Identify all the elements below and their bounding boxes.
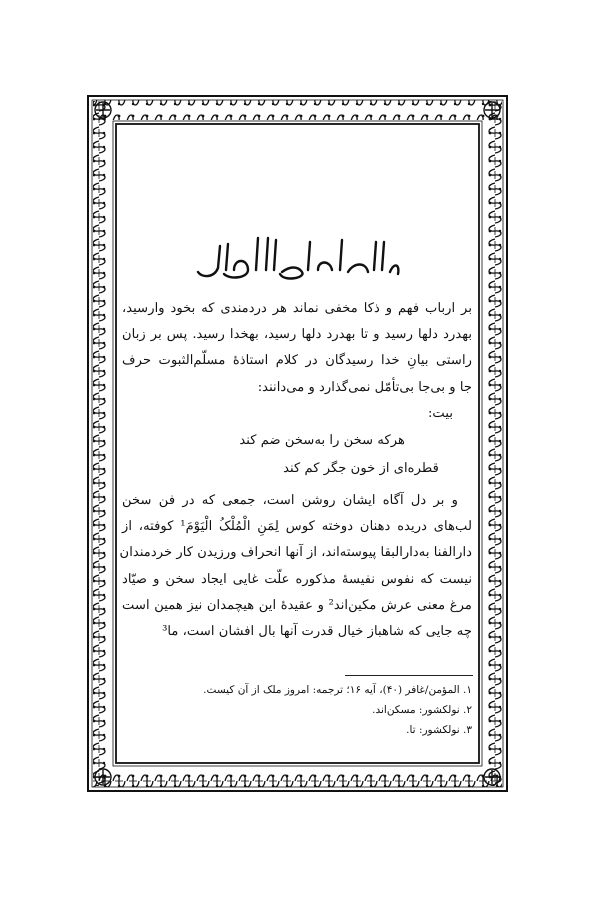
text-line: لب‌های دریده دهنان دوخته کوس لِمَنِ الْمُلْکُ الْیَوْمَ¹ کوفته، از <box>122 519 472 535</box>
footnote-divider <box>345 675 473 676</box>
paragraph-2 <box>119 488 472 645</box>
footnote-3: ۳. نولکشور: تا. <box>406 724 472 736</box>
text-line: راستی بیانِ خدا رسیدگان در کلام استاذهٔ مسلّم‌الثبوت حرف <box>122 353 472 369</box>
text-line: نیست که نفوس نفیسهٔ مذکوره علّت غایی ایجاد سخن و صیّاد <box>122 571 472 587</box>
text-line: مرغ معنی عرش مکین‌اند² و عقیدهٔ این هیچمدان نیز همین است <box>122 597 472 613</box>
text-line: دارالفنا به‌دارالبقا پیوسته‌اند، از آنها انحراف ورزیدن کار خردمندان <box>119 545 472 561</box>
text-line: بهدرد دلها رسید و تا بهدرد دلها رسید، بهخدا رسید. پس بر زبان <box>122 327 472 343</box>
basmala-text: بسم الله الرحمن الرحیم <box>190 228 201 229</box>
verse-line-2: قطره‌ای از خون جگر کم کند <box>283 461 439 476</box>
text-line: بر ارباب فهم و ذکا مخفی نماند هر دردمندی که بخود وارسید، <box>122 301 472 316</box>
bayt-label: بیت: <box>427 406 453 421</box>
text-line: جا و بی‌جا بی‌تأمّل نمی‌گذارد و می‌دانند: <box>257 379 472 395</box>
footnote-1: ۱. المؤمن/غافر (۴۰)، آیه ۱۶؛ ترجمه: امروز ملک از آن کیست. <box>203 684 472 696</box>
text-line: چه جایی که شاهباز خیال قدرت آنها بال افشان است، ما³ <box>162 624 472 640</box>
paragraph-1 <box>122 296 472 401</box>
footnote-2: ۲. نولکشور: مسکن‌اند. <box>372 704 472 716</box>
basmala-calligraphy <box>190 228 405 286</box>
text-line: و بر دل آگاه ایشان روشن است، جمعی که در فن سخن <box>122 493 458 508</box>
verse-line-1: هرکه سخن را به‌سخن ضم کند <box>239 433 405 448</box>
